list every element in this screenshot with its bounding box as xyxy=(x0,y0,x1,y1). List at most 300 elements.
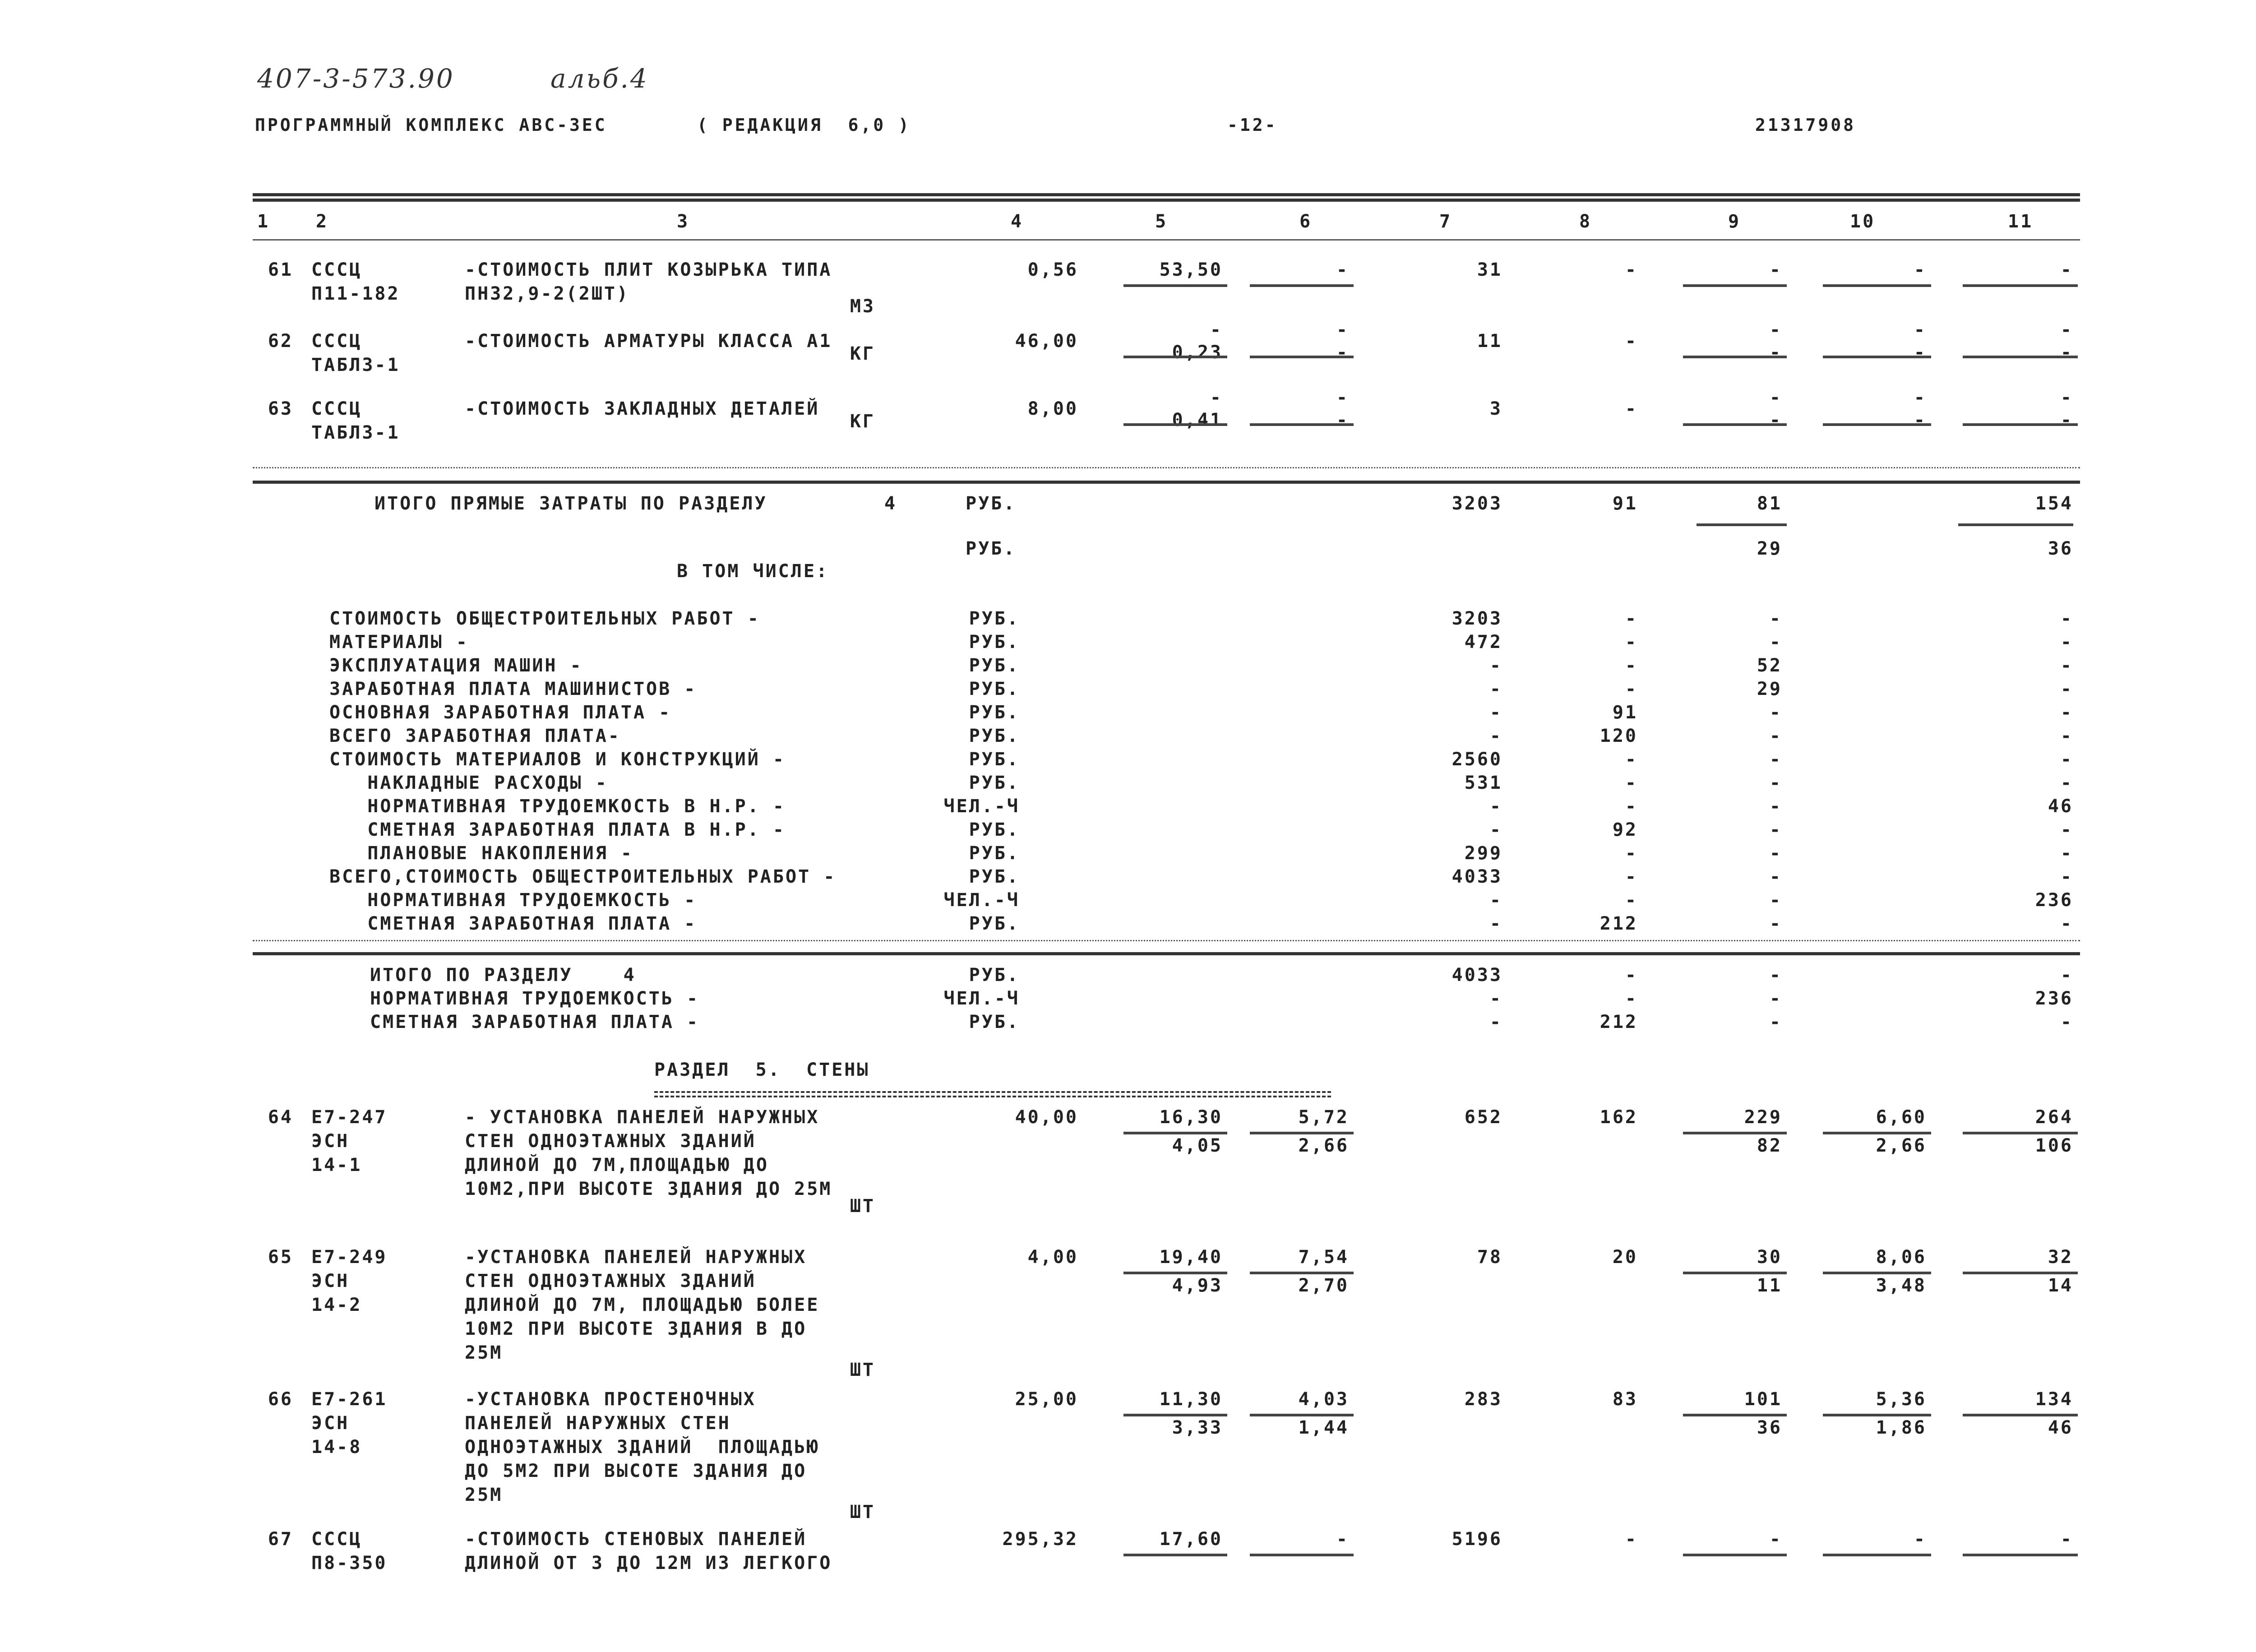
item-description: -УСТАНОВКА ПАНЕЛЕЙ НАРУЖНЫХ xyxy=(465,1247,807,1268)
breakdown-col9: - xyxy=(1769,773,1782,793)
item-description: ПАНЕЛЕЙ НАРУЖНЫХ СТЕН xyxy=(465,1413,731,1434)
item-c10: 5,36 xyxy=(1876,1389,1927,1410)
item-code: Е7-247 xyxy=(311,1107,388,1128)
item-col8: 20 xyxy=(1612,1247,1638,1268)
item-code: СССЦ xyxy=(311,1529,362,1550)
breakdown-col11: - xyxy=(2060,819,2073,840)
item-code: СССЦ xyxy=(311,259,362,280)
item-c5: 3,33 xyxy=(1172,1417,1223,1438)
breakdown-col9: - xyxy=(1769,702,1782,723)
document-number: 21317908 xyxy=(1755,115,1856,135)
value-underline xyxy=(1823,1132,1931,1134)
edition: ( РЕДАКЦИЯ 6,0 ) xyxy=(697,115,911,135)
breakdown-col8: - xyxy=(1625,890,1638,911)
item-code: П11-182 xyxy=(311,283,400,304)
breakdown-col9: - xyxy=(1769,819,1782,840)
item-c9: 30 xyxy=(1757,1247,1782,1268)
column-number: 11 xyxy=(2008,211,2034,232)
breakdown-label: НАКЛАДНЫЕ РАСХОДЫ - xyxy=(329,773,608,793)
item-col4: 8,00 xyxy=(1027,398,1078,419)
item-unit: М3 xyxy=(850,296,875,317)
item-description: ДО 5М2 ПРИ ВЫСОТЕ ЗДАНИЯ ДО xyxy=(465,1461,807,1481)
breakdown-unit: РУБ. xyxy=(969,913,1020,934)
item-c6: 2,70 xyxy=(1298,1275,1349,1296)
column-header-rule xyxy=(253,239,2080,241)
breakdown-unit: РУБ. xyxy=(969,655,1020,676)
item-col8: 162 xyxy=(1600,1107,1638,1128)
item-number: 64 xyxy=(268,1107,293,1128)
value-underline xyxy=(1250,284,1354,287)
breakdown-col9: - xyxy=(1769,726,1782,746)
item-col7: 5196 xyxy=(1452,1529,1502,1550)
item-unit: КГ xyxy=(850,343,875,364)
breakdown-end-dotted xyxy=(253,940,2080,941)
breakdown-col11: - xyxy=(2060,866,2073,887)
subtotal-rule xyxy=(1697,523,1787,526)
breakdown-label: ПЛАНОВЫЕ НАКОПЛЕНИЯ - xyxy=(329,843,633,864)
item-c11: - xyxy=(2060,342,2073,363)
value-underline xyxy=(1963,1272,2078,1274)
item-description: ДЛИНОЙ ОТ 3 ДО 12М ИЗ ЛЕГКОГО xyxy=(465,1553,832,1573)
breakdown-col8: 212 xyxy=(1600,913,1638,934)
value-underline xyxy=(1963,1554,2078,1556)
page-number: -12- xyxy=(1227,115,1278,135)
section-total-col8: - xyxy=(1625,988,1638,1009)
item-code: ЭСН xyxy=(311,1131,350,1152)
item-c6: 4,03 xyxy=(1298,1389,1349,1410)
breakdown-col9: - xyxy=(1769,608,1782,629)
item-number: 67 xyxy=(268,1529,293,1550)
total-direct-label: ИТОГО ПРЯМЫЕ ЗАТРАТЫ ПО РАЗДЕЛУ xyxy=(374,493,767,514)
column-number: 4 xyxy=(1011,211,1024,232)
breakdown-unit: РУБ. xyxy=(969,819,1020,840)
value-underline xyxy=(1823,1414,1931,1416)
item-number: 65 xyxy=(268,1247,293,1268)
breakdown-col11: - xyxy=(2060,749,2073,770)
item-c11: 106 xyxy=(2035,1135,2073,1156)
item-c10: - xyxy=(1914,387,1927,408)
item-c5: 0,41 xyxy=(1172,410,1223,430)
item-description: - УСТАНОВКА ПАНЕЛЕЙ НАРУЖНЫХ xyxy=(465,1107,820,1128)
total-direct-col9b: 29 xyxy=(1757,538,1782,559)
item-col4: 25,00 xyxy=(1015,1389,1078,1410)
item-col8: 83 xyxy=(1612,1389,1638,1410)
item-description: -СТОИМОСТЬ ПЛИТ КОЗЫРЬКА ТИПА xyxy=(465,259,832,280)
item-c9: 101 xyxy=(1744,1389,1782,1410)
breakdown-end-rule xyxy=(253,952,2080,955)
item-c10: 6,60 xyxy=(1876,1107,1927,1128)
breakdown-col8: 120 xyxy=(1600,726,1638,746)
total-direct-unit-2: РУБ. xyxy=(966,538,1017,559)
section-total-label: НОРМАТИВНАЯ ТРУДОЕМКОСТЬ - xyxy=(370,988,700,1009)
value-underline xyxy=(1683,1272,1787,1274)
breakdown-col11: - xyxy=(2060,913,2073,934)
item-number: 63 xyxy=(268,398,293,419)
item-c9: - xyxy=(1769,319,1782,340)
item-description: -СТОИМОСТЬ ЗАКЛАДНЫХ ДЕТАЛЕЙ xyxy=(465,398,820,419)
item-unit: ШТ xyxy=(850,1360,875,1380)
value-underline xyxy=(1823,356,1931,358)
item-col7: 78 xyxy=(1477,1247,1502,1268)
breakdown-col9: 52 xyxy=(1757,655,1782,676)
item-c9: - xyxy=(1769,410,1782,430)
item-description: -СТОИМОСТЬ СТЕНОВЫХ ПАНЕЛЕЙ xyxy=(465,1529,807,1550)
section-total-unit: РУБ. xyxy=(969,965,1020,986)
item-c10: - xyxy=(1914,342,1927,363)
value-underline xyxy=(1963,284,2078,287)
breakdown-col9: - xyxy=(1769,749,1782,770)
program-name: ПРОГРАММНЫЙ КОМПЛЕКС АВС-ЗЕС xyxy=(255,115,607,135)
value-underline xyxy=(1683,284,1787,287)
item-c6: - xyxy=(1336,387,1349,408)
section-total-col8: - xyxy=(1625,965,1638,986)
section-total-col9: - xyxy=(1769,965,1782,986)
breakdown-col7: - xyxy=(1489,702,1502,723)
item-c10: - xyxy=(1914,410,1927,430)
item-c5: 0,23 xyxy=(1172,342,1223,363)
breakdown-unit: РУБ. xyxy=(969,702,1020,723)
breakdown-label: СТОИМОСТЬ ОБЩЕСТРОИТЕЛЬНЫХ РАБОТ - xyxy=(329,608,760,629)
breakdown-col7: - xyxy=(1489,796,1502,817)
breakdown-col11: 46 xyxy=(2048,796,2073,817)
item-code: 14-1 xyxy=(311,1155,362,1175)
breakdown-unit: РУБ. xyxy=(969,632,1020,652)
item-description: СТЕН ОДНОЭТАЖНЫХ ЗДАНИЙ xyxy=(465,1131,756,1152)
item-c10: 8,06 xyxy=(1876,1247,1927,1268)
item-c6: - xyxy=(1336,259,1349,280)
item-code: Е7-261 xyxy=(311,1389,388,1410)
breakdown-label: ОСНОВНАЯ ЗАРАБОТНАЯ ПЛАТА - xyxy=(329,702,672,723)
breakdown-col8: - xyxy=(1625,632,1638,652)
breakdown-unit: ЧЕЛ.-Ч xyxy=(943,890,1020,911)
column-number: 7 xyxy=(1439,211,1452,232)
item-c11: 134 xyxy=(2035,1389,2073,1410)
breakdown-unit: РУБ. xyxy=(969,749,1020,770)
item-description: ОДНОЭТАЖНЫХ ЗДАНИЙ ПЛОЩАДЬЮ xyxy=(465,1437,820,1458)
item-col7: 652 xyxy=(1464,1107,1502,1128)
item-c6: 2,66 xyxy=(1298,1135,1349,1156)
item-code: ТАБЛ3-1 xyxy=(311,422,400,443)
item-col4: 0,56 xyxy=(1027,259,1078,280)
item-c6: 7,54 xyxy=(1298,1247,1349,1268)
item-c11: - xyxy=(2060,387,2073,408)
breakdown-col11: - xyxy=(2060,608,2073,629)
breakdown-col7: 299 xyxy=(1464,843,1502,864)
column-number: 1 xyxy=(257,211,270,232)
value-underline xyxy=(1683,356,1787,358)
section-total-col11: - xyxy=(2060,1012,2073,1032)
item-unit: ШТ xyxy=(850,1502,875,1522)
breakdown-label: МАТЕРИАЛЫ - xyxy=(329,632,469,652)
item-c9: 82 xyxy=(1757,1135,1782,1156)
total-direct-unit: РУБ. xyxy=(966,493,1017,514)
section-total-col7: - xyxy=(1489,1012,1502,1032)
breakdown-col9: - xyxy=(1769,796,1782,817)
total-direct-col7: 3203 xyxy=(1452,493,1502,514)
item-c9: - xyxy=(1769,259,1782,280)
item-col8: - xyxy=(1625,1529,1638,1550)
item-description: 25М xyxy=(465,1485,503,1505)
item-code: Е7-249 xyxy=(311,1247,388,1268)
breakdown-col9: - xyxy=(1769,632,1782,652)
breakdown-col8: - xyxy=(1625,655,1638,676)
item-col8: - xyxy=(1625,398,1638,419)
breakdown-col9: 29 xyxy=(1757,679,1782,699)
section-total-col11: 236 xyxy=(2035,988,2073,1009)
value-underline xyxy=(1963,423,2078,426)
value-underline xyxy=(1250,1414,1354,1416)
total-direct-col9: 81 xyxy=(1757,493,1782,514)
breakdown-col8: - xyxy=(1625,773,1638,793)
value-underline xyxy=(1123,1272,1227,1274)
breakdown-unit: РУБ. xyxy=(969,726,1020,746)
value-underline xyxy=(1123,1554,1227,1556)
item-c6: 5,72 xyxy=(1298,1107,1349,1128)
item-description: 10М2 ПРИ ВЫСОТЕ ЗДАНИЯ В ДО xyxy=(465,1319,807,1339)
item-code: ЭСН xyxy=(311,1271,350,1291)
item-c10: 2,66 xyxy=(1876,1135,1927,1156)
item-c11: - xyxy=(2060,410,2073,430)
item-description: -СТОИМОСТЬ АРМАТУРЫ КЛАССА А1 xyxy=(465,331,832,352)
breakdown-col11: - xyxy=(2060,726,2073,746)
handwritten-album: альб.4 xyxy=(550,63,649,94)
item-c6: - xyxy=(1336,342,1349,363)
item-unit: ШТ xyxy=(850,1196,875,1217)
item-col4: 4,00 xyxy=(1027,1247,1078,1268)
section-5-title: РАЗДЕЛ 5. СТЕНЫ xyxy=(654,1060,870,1080)
breakdown-col11: - xyxy=(2060,773,2073,793)
item-c5: 19,40 xyxy=(1159,1247,1223,1268)
item-code: ТАБЛ3-1 xyxy=(311,355,400,375)
breakdown-unit: РУБ. xyxy=(969,773,1020,793)
item-c9: - xyxy=(1769,342,1782,363)
breakdown-col8: 92 xyxy=(1612,819,1638,840)
item-c5: 11,30 xyxy=(1159,1389,1223,1410)
breakdown-col7: 2560 xyxy=(1452,749,1502,770)
value-underline xyxy=(1250,1132,1354,1134)
breakdown-unit: РУБ. xyxy=(969,866,1020,887)
item-c11: 32 xyxy=(2048,1247,2073,1268)
breakdown-label: ВСЕГО,СТОИМОСТЬ ОБЩЕСТРОИТЕЛЬНЫХ РАБОТ - xyxy=(329,866,837,887)
handwritten-code: 407-3-573.90 xyxy=(257,63,455,94)
item-description: 25М xyxy=(465,1342,503,1363)
breakdown-label: НОРМАТИВНАЯ ТРУДОЕМКОСТЬ - xyxy=(329,890,697,911)
breakdown-col7: - xyxy=(1489,819,1502,840)
breakdown-unit: ЧЕЛ.-Ч xyxy=(943,796,1020,817)
item-c9: 229 xyxy=(1744,1107,1782,1128)
item-description: СТЕН ОДНОЭТАЖНЫХ ЗДАНИЙ xyxy=(465,1271,756,1291)
breakdown-col8: 91 xyxy=(1612,702,1638,723)
value-underline xyxy=(1250,356,1354,358)
item-c10: - xyxy=(1914,259,1927,280)
breakdown-label: ВСЕГО ЗАРАБОТНАЯ ПЛАТА- xyxy=(329,726,621,746)
item-code: СССЦ xyxy=(311,331,362,352)
value-underline xyxy=(1683,1554,1787,1556)
item-col7: 11 xyxy=(1477,331,1502,352)
breakdown-col7: - xyxy=(1489,679,1502,699)
value-underline xyxy=(1823,423,1931,426)
column-number: 10 xyxy=(1850,211,1876,232)
section-divider xyxy=(253,481,2080,484)
column-number: 2 xyxy=(316,211,329,232)
value-underline xyxy=(1250,1554,1354,1556)
item-description: ДЛИНОЙ ДО 7М, ПЛОЩАДЬЮ БОЛЕЕ xyxy=(465,1295,820,1315)
breakdown-col11: - xyxy=(2060,702,2073,723)
item-c10: - xyxy=(1914,1529,1927,1550)
value-underline xyxy=(1823,1272,1931,1274)
breakdown-col7: 472 xyxy=(1464,632,1502,652)
breakdown-unit: РУБ. xyxy=(969,843,1020,864)
section-total-col9: - xyxy=(1769,1012,1782,1032)
item-c6: 1,44 xyxy=(1298,1417,1349,1438)
column-number: 8 xyxy=(1579,211,1592,232)
item-code: 14-2 xyxy=(311,1295,362,1315)
breakdown-col8: - xyxy=(1625,608,1638,629)
value-underline xyxy=(1250,1272,1354,1274)
total-direct-col11b: 36 xyxy=(2048,538,2073,559)
section-total-col9: - xyxy=(1769,988,1782,1009)
breakdown-unit: РУБ. xyxy=(969,679,1020,699)
section-total-col7: 4033 xyxy=(1452,965,1502,986)
breakdown-label: СМЕТНАЯ ЗАРАБОТНАЯ ПЛАТА В Н.Р. - xyxy=(329,819,786,840)
breakdown-col9: - xyxy=(1769,843,1782,864)
breakdown-label: НОРМАТИВНАЯ ТРУДОЕМКОСТЬ В Н.Р. - xyxy=(329,796,786,817)
total-direct-col8: 91 xyxy=(1612,493,1638,514)
value-underline xyxy=(1683,423,1787,426)
item-code: П8-350 xyxy=(311,1553,388,1573)
value-underline xyxy=(1963,356,2078,358)
item-col4: 295,32 xyxy=(1002,1529,1078,1550)
section-total-col7: - xyxy=(1489,988,1502,1009)
item-description: 10М2,ПРИ ВЫСОТЕ ЗДАНИЯ ДО 25М xyxy=(465,1179,832,1199)
item-c11: 46 xyxy=(2048,1417,2073,1438)
item-c10: 1,86 xyxy=(1876,1417,1927,1438)
breakdown-col11: - xyxy=(2060,655,2073,676)
value-underline xyxy=(1963,1414,2078,1416)
item-col4: 46,00 xyxy=(1015,331,1078,352)
item-c9: - xyxy=(1769,387,1782,408)
breakdown-unit: РУБ. xyxy=(969,608,1020,629)
item-c10: 3,48 xyxy=(1876,1275,1927,1296)
breakdown-label: ЗАРАБОТНАЯ ПЛАТА МАШИНИСТОВ - xyxy=(329,679,697,699)
breakdown-col8: - xyxy=(1625,866,1638,887)
section-divider-dotted xyxy=(253,467,2080,468)
column-number: 6 xyxy=(1299,211,1313,232)
breakdown-col8: - xyxy=(1625,749,1638,770)
item-c6: - xyxy=(1336,1529,1349,1550)
column-number: 3 xyxy=(677,211,690,232)
value-underline xyxy=(1683,1132,1787,1134)
breakdown-col9: - xyxy=(1769,866,1782,887)
item-c10: - xyxy=(1914,319,1927,340)
item-col4: 40,00 xyxy=(1015,1107,1078,1128)
item-number: 61 xyxy=(268,259,293,280)
item-code: 14-8 xyxy=(311,1437,362,1458)
item-c11: 264 xyxy=(2035,1107,2073,1128)
item-c5: - xyxy=(1210,319,1223,340)
section-total-col8: 212 xyxy=(1600,1012,1638,1032)
breakdown-col11: 236 xyxy=(2035,890,2073,911)
breakdown-col7: - xyxy=(1489,655,1502,676)
item-c5: 4,93 xyxy=(1172,1275,1223,1296)
breakdown-col11: - xyxy=(2060,632,2073,652)
item-c9: 11 xyxy=(1757,1275,1782,1296)
item-number: 62 xyxy=(268,331,293,352)
section-total-col11: - xyxy=(2060,965,2073,986)
column-number: 5 xyxy=(1155,211,1168,232)
table-top-rule xyxy=(253,193,2080,196)
section-total-unit: ЧЕЛ.-Ч xyxy=(943,988,1020,1009)
value-underline xyxy=(1123,1132,1227,1134)
item-c6: - xyxy=(1336,319,1349,340)
item-c11: - xyxy=(2060,319,2073,340)
breakdown-col11: - xyxy=(2060,843,2073,864)
value-underline xyxy=(1123,284,1227,287)
item-c6: - xyxy=(1336,410,1349,430)
item-unit: КГ xyxy=(850,411,875,432)
breakdown-label: СМЕТНАЯ ЗАРАБОТНАЯ ПЛАТА - xyxy=(329,913,697,934)
item-c5: - xyxy=(1210,387,1223,408)
breakdown-col8: - xyxy=(1625,796,1638,817)
item-c11: - xyxy=(2060,259,2073,280)
section-total-unit: РУБ. xyxy=(969,1012,1020,1032)
item-c9: - xyxy=(1769,1529,1782,1550)
value-underline xyxy=(1823,1554,1931,1556)
item-description: ДЛИНОЙ ДО 7М,ПЛОЩАДЬЮ ДО xyxy=(465,1155,769,1175)
section-total-label: СМЕТНАЯ ЗАРАБОТНАЯ ПЛАТА - xyxy=(370,1012,700,1032)
item-col8: - xyxy=(1625,259,1638,280)
item-description: ПН32,9-2(2ШТ) xyxy=(465,283,630,304)
item-description: -УСТАНОВКА ПРОСТЕНОЧНЫХ xyxy=(465,1389,756,1410)
value-underline xyxy=(1250,423,1354,426)
item-code: ЭСН xyxy=(311,1413,350,1434)
item-c5: 16,30 xyxy=(1159,1107,1223,1128)
value-underline xyxy=(1683,1414,1787,1416)
breakdown-col9: - xyxy=(1769,913,1782,934)
item-number: 66 xyxy=(268,1389,293,1410)
value-underline xyxy=(1123,356,1227,358)
item-c5: 4,05 xyxy=(1172,1135,1223,1156)
breakdown-label: СТОИМОСТЬ МАТЕРИАЛОВ И КОНСТРУКЦИЙ - xyxy=(329,749,786,770)
item-c5: 17,60 xyxy=(1159,1529,1223,1550)
including-label: В ТОМ ЧИСЛЕ: xyxy=(677,561,829,582)
breakdown-col9: - xyxy=(1769,890,1782,911)
breakdown-col8: - xyxy=(1625,843,1638,864)
breakdown-col8: - xyxy=(1625,679,1638,699)
item-code: СССЦ xyxy=(311,398,362,419)
section-total-label: ИТОГО ПО РАЗДЕЛУ 4 xyxy=(370,965,636,986)
total-direct-col11: 154 xyxy=(2035,493,2073,514)
breakdown-col11: - xyxy=(2060,679,2073,699)
item-c11: - xyxy=(2060,1529,2073,1550)
value-underline xyxy=(1123,423,1227,426)
breakdown-col7: - xyxy=(1489,913,1502,934)
subtotal-rule xyxy=(1958,523,2073,526)
item-col7: 3 xyxy=(1489,398,1502,419)
value-underline xyxy=(1963,1132,2078,1134)
breakdown-col7: 4033 xyxy=(1452,866,1502,887)
breakdown-col7: - xyxy=(1489,890,1502,911)
value-underline xyxy=(1123,1414,1227,1416)
column-number: 9 xyxy=(1728,211,1741,232)
item-c9: 36 xyxy=(1757,1417,1782,1438)
item-col7: 283 xyxy=(1464,1389,1502,1410)
breakdown-label: ЭКСПЛУАТАЦИЯ МАШИН - xyxy=(329,655,583,676)
value-underline xyxy=(1823,284,1931,287)
breakdown-col7: 531 xyxy=(1464,773,1502,793)
total-direct-section: 4 xyxy=(884,493,897,514)
breakdown-col7: - xyxy=(1489,726,1502,746)
